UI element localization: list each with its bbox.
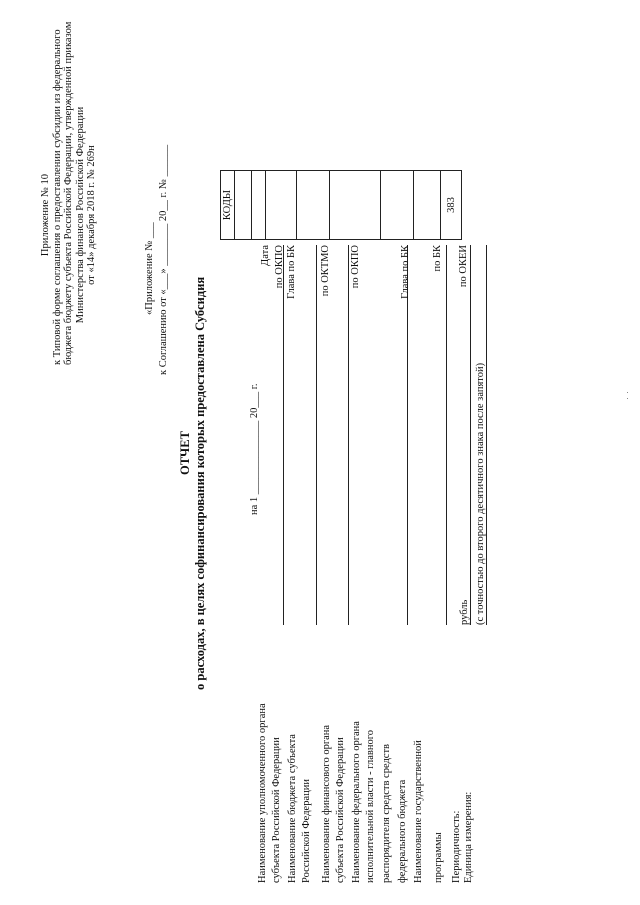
- row-4-label-2: исполнительной власти - главного: [365, 729, 376, 883]
- appendix-title: Приложение № 10: [40, 173, 51, 257]
- row-1-label-2: субъекта Российской Федерации: [271, 737, 282, 883]
- row-5-label-2: программы: [433, 832, 444, 883]
- appendix-line-4: от «14» декабря 2018 г. № 269н: [86, 145, 97, 285]
- row-2-label-2: Российской Федерации: [301, 779, 312, 883]
- row-3-label-2: субъекта Российской Федерации: [335, 737, 346, 883]
- appendix-line-2: бюджета бюджету субъекта Российской Федерации, утвержденной приказом: [63, 21, 74, 365]
- row-3-label-1: Наименование финансового органа: [321, 724, 332, 883]
- code-label-oktmo: по ОКТМО: [320, 245, 331, 297]
- row-2-label-1: Наименование бюджета субъекта: [287, 734, 298, 883]
- code-label-date: Дата: [260, 245, 271, 266]
- code-cell-okei[interactable]: 383: [441, 171, 462, 240]
- code-label-okpo-1: по ОКПО: [274, 245, 285, 289]
- fill-line-6: [470, 245, 471, 625]
- unit-precision-note: (с точностью до второго десятичного знака после запятой): [475, 362, 486, 625]
- code-label-glava-bk-1: Глава по БК: [286, 245, 297, 299]
- code-cell-oktmo[interactable]: [297, 171, 330, 240]
- code-cell-okpo-2[interactable]: [330, 171, 381, 240]
- code-label-okpo-2: по ОКПО: [350, 245, 361, 289]
- code-cell-glava-bk-1[interactable]: [266, 171, 297, 240]
- code-cell-okpo-1[interactable]: [252, 171, 266, 240]
- report-date-line: на 1 ______________ 20___ г.: [249, 383, 260, 515]
- row-7-label: Единица измерения:: [463, 791, 474, 883]
- codes-header: КОДЫ: [221, 171, 235, 240]
- report-subtitle: о расходах, в целях софинансирования которых предоставлена Субсидия: [193, 276, 207, 690]
- code-label-glava-bk-2: Глава по БК: [400, 245, 411, 299]
- appendix-ref-line-2: к Соглашению от «___» ________ 20__ г. № ______: [158, 144, 169, 375]
- code-cell-bk[interactable]: [414, 171, 441, 240]
- report-title: ОТЧЕТ: [178, 431, 192, 475]
- appendix-line-3: Министерства финансов Российской Федерации: [74, 106, 86, 324]
- appendix-block: [40, 21, 98, 365]
- row-1-label-1: Наименование уполномоченного органа: [257, 703, 268, 883]
- fill-line-3: [348, 245, 349, 625]
- code-cell-glava-bk-2[interactable]: [381, 171, 414, 240]
- scan-artifact: [627, 398, 628, 399]
- row-4-label-3: распорядителя средств средств: [381, 743, 392, 883]
- codes-table: [220, 170, 462, 240]
- unit-value: рубль: [459, 599, 470, 625]
- fill-line-5: [446, 245, 447, 625]
- fill-line-2: [316, 245, 317, 625]
- code-label-bk: по БК: [432, 245, 443, 272]
- code-label-okei: по ОКЕИ: [458, 245, 469, 288]
- row-5-label-1: Наименование государственной: [413, 740, 424, 883]
- fill-line-7: [486, 245, 487, 625]
- appendix-ref-line-1: «Приложение № ___: [144, 222, 155, 315]
- row-4-label-4: федерального бюджета: [397, 779, 408, 883]
- appendix-line-1: к Типовой форме соглашения о предоставлении субсидии из федерального: [51, 29, 63, 365]
- code-cell-date[interactable]: [235, 171, 252, 240]
- row-4-label-1: Наименование федерального органа: [351, 721, 362, 883]
- scan-artifact: [627, 392, 628, 393]
- row-6-label: Периодичность:: [451, 810, 462, 883]
